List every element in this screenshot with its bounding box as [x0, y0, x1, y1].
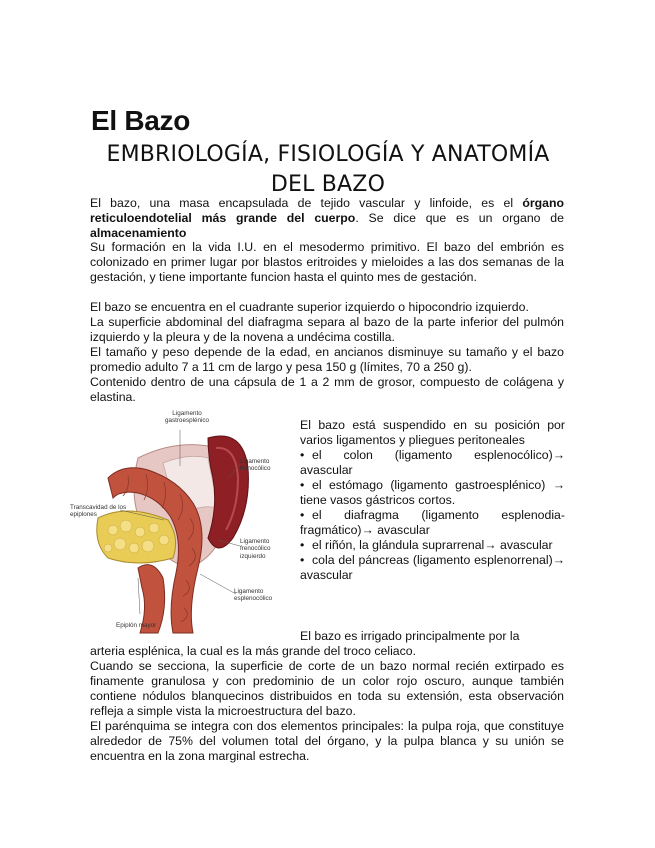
- ligament-item: [300, 478, 565, 508]
- ligament-item: [300, 448, 565, 478]
- ligament-item-text: el estómago (ligamento gastroesplénico) → tiene vasos gástricos cortos.: [300, 478, 565, 507]
- diaphragm-paragraph: La superficie abdominal del diafragma separa al bazo de la parte inferior del pulmón izquierdo y la pleura y de la novena a undécima costilla.: [90, 315, 564, 344]
- ligament-item-text: el colon (ligamento esplenocólico)→ avascular: [300, 448, 565, 477]
- label-transcavidad: Transcavidad de los epiplones: [70, 504, 127, 519]
- irrigation-paragraph-end: arteria esplénica, la cual es la más grande del troco celiaco.: [90, 644, 417, 658]
- capsule-paragraph: Contenido dentro de una cápsula de 1 a 2 mm de grosor, compuesto de colágena y elastina.: [90, 375, 564, 404]
- ligaments-section: [300, 418, 565, 583]
- label-gastroesplenico: Ligamento gastroesplénico: [164, 410, 210, 425]
- intro-text-1: El bazo, una masa encapsulada de tejido vascular y linfoide, es el: [90, 196, 523, 210]
- ligament-item: [300, 553, 565, 583]
- ligament-item-text: el riñón, la glándula suprarrenal→ avascular: [312, 538, 553, 552]
- intro-bold-1: órgano reticuloendotelial más grande del cuerpo: [90, 196, 564, 225]
- page-subtitle: EMBRIOLOGÍA, FISIOLOGÍA Y ANATOMÍA DEL BAZO: [106, 142, 550, 197]
- spleen-anatomy-figure: [68, 408, 296, 636]
- ligament-item-text: cola del páncreas (ligamento esplenorrenal)→ avascular: [300, 553, 565, 582]
- bullet-marker: •: [300, 478, 305, 492]
- parenchyma-paragraph: El parénquima se integra con dos elementos principales: la pulpa roja, que constituye alrededor de 75% del volumen total del órgano, y la pulpa blanca y su unión se encuentra en la zona marginal estrecha.: [90, 719, 564, 763]
- page-title: El Bazo: [91, 105, 191, 136]
- bullet-marker: •: [300, 508, 305, 522]
- irrigation-paragraph-start: El bazo es irrigado principalmente por la: [300, 629, 520, 643]
- ligaments-intro: El bazo está suspendido en su posición por varios ligamentos y pliegues peritoneales: [300, 418, 565, 447]
- label-frenocolico: Ligamento frenocólico: [240, 458, 271, 473]
- ligament-item: [300, 508, 565, 538]
- bullet-marker: •: [300, 538, 305, 552]
- bullet-marker: •: [300, 553, 305, 567]
- intro-bold-2: almacenamiento: [90, 226, 187, 240]
- section-paragraph: Cuando se secciona, la superficie de corte de un bazo normal recién extirpado es finamente granulosa y con predominio de un color rojo oscuro, aunque también contiene nódulos blanquecinos distribuidos en toda su extensión, esta observación refleja a simple vista la microestructura del bazo.: [90, 659, 564, 718]
- formation-paragraph: Su formación en la vida I.U. en el mesodermo primitivo. El bazo del embrión es colonizado en primer lugar por blastos eritroides y mieloides a las dos semanas de la gestación, y tiene importante funcion hasta el quinto mes de gestación.: [90, 240, 564, 284]
- label-frenocolico-izquierdo: Ligamento frenocólico izquierdo: [240, 538, 271, 560]
- intro-paragraph: [90, 196, 564, 241]
- ligament-item: [300, 538, 565, 553]
- label-epiplon-mayor: Epiplón mayor: [116, 622, 157, 629]
- intro-text-2: . Se dice que es un organo de: [355, 211, 564, 225]
- label-esplenocolico: Ligamento esplenocólico: [234, 588, 273, 603]
- ligament-item-text: el diafragma (ligamento esplenodia-fragmático)→ avascular: [300, 508, 565, 537]
- location-paragraph: El bazo se encuentra en el cuadrante superior izquierdo o hipocondrio izquierdo.: [90, 300, 529, 314]
- size-paragraph: El tamaño y peso depende de la edad, en ancianos disminuye su tamaño y el bazo promedio adulto 7 a 11 cm de largo y pesa 150 g (límites, 70 a 250 g).: [90, 345, 564, 374]
- bullet-marker: •: [300, 448, 305, 462]
